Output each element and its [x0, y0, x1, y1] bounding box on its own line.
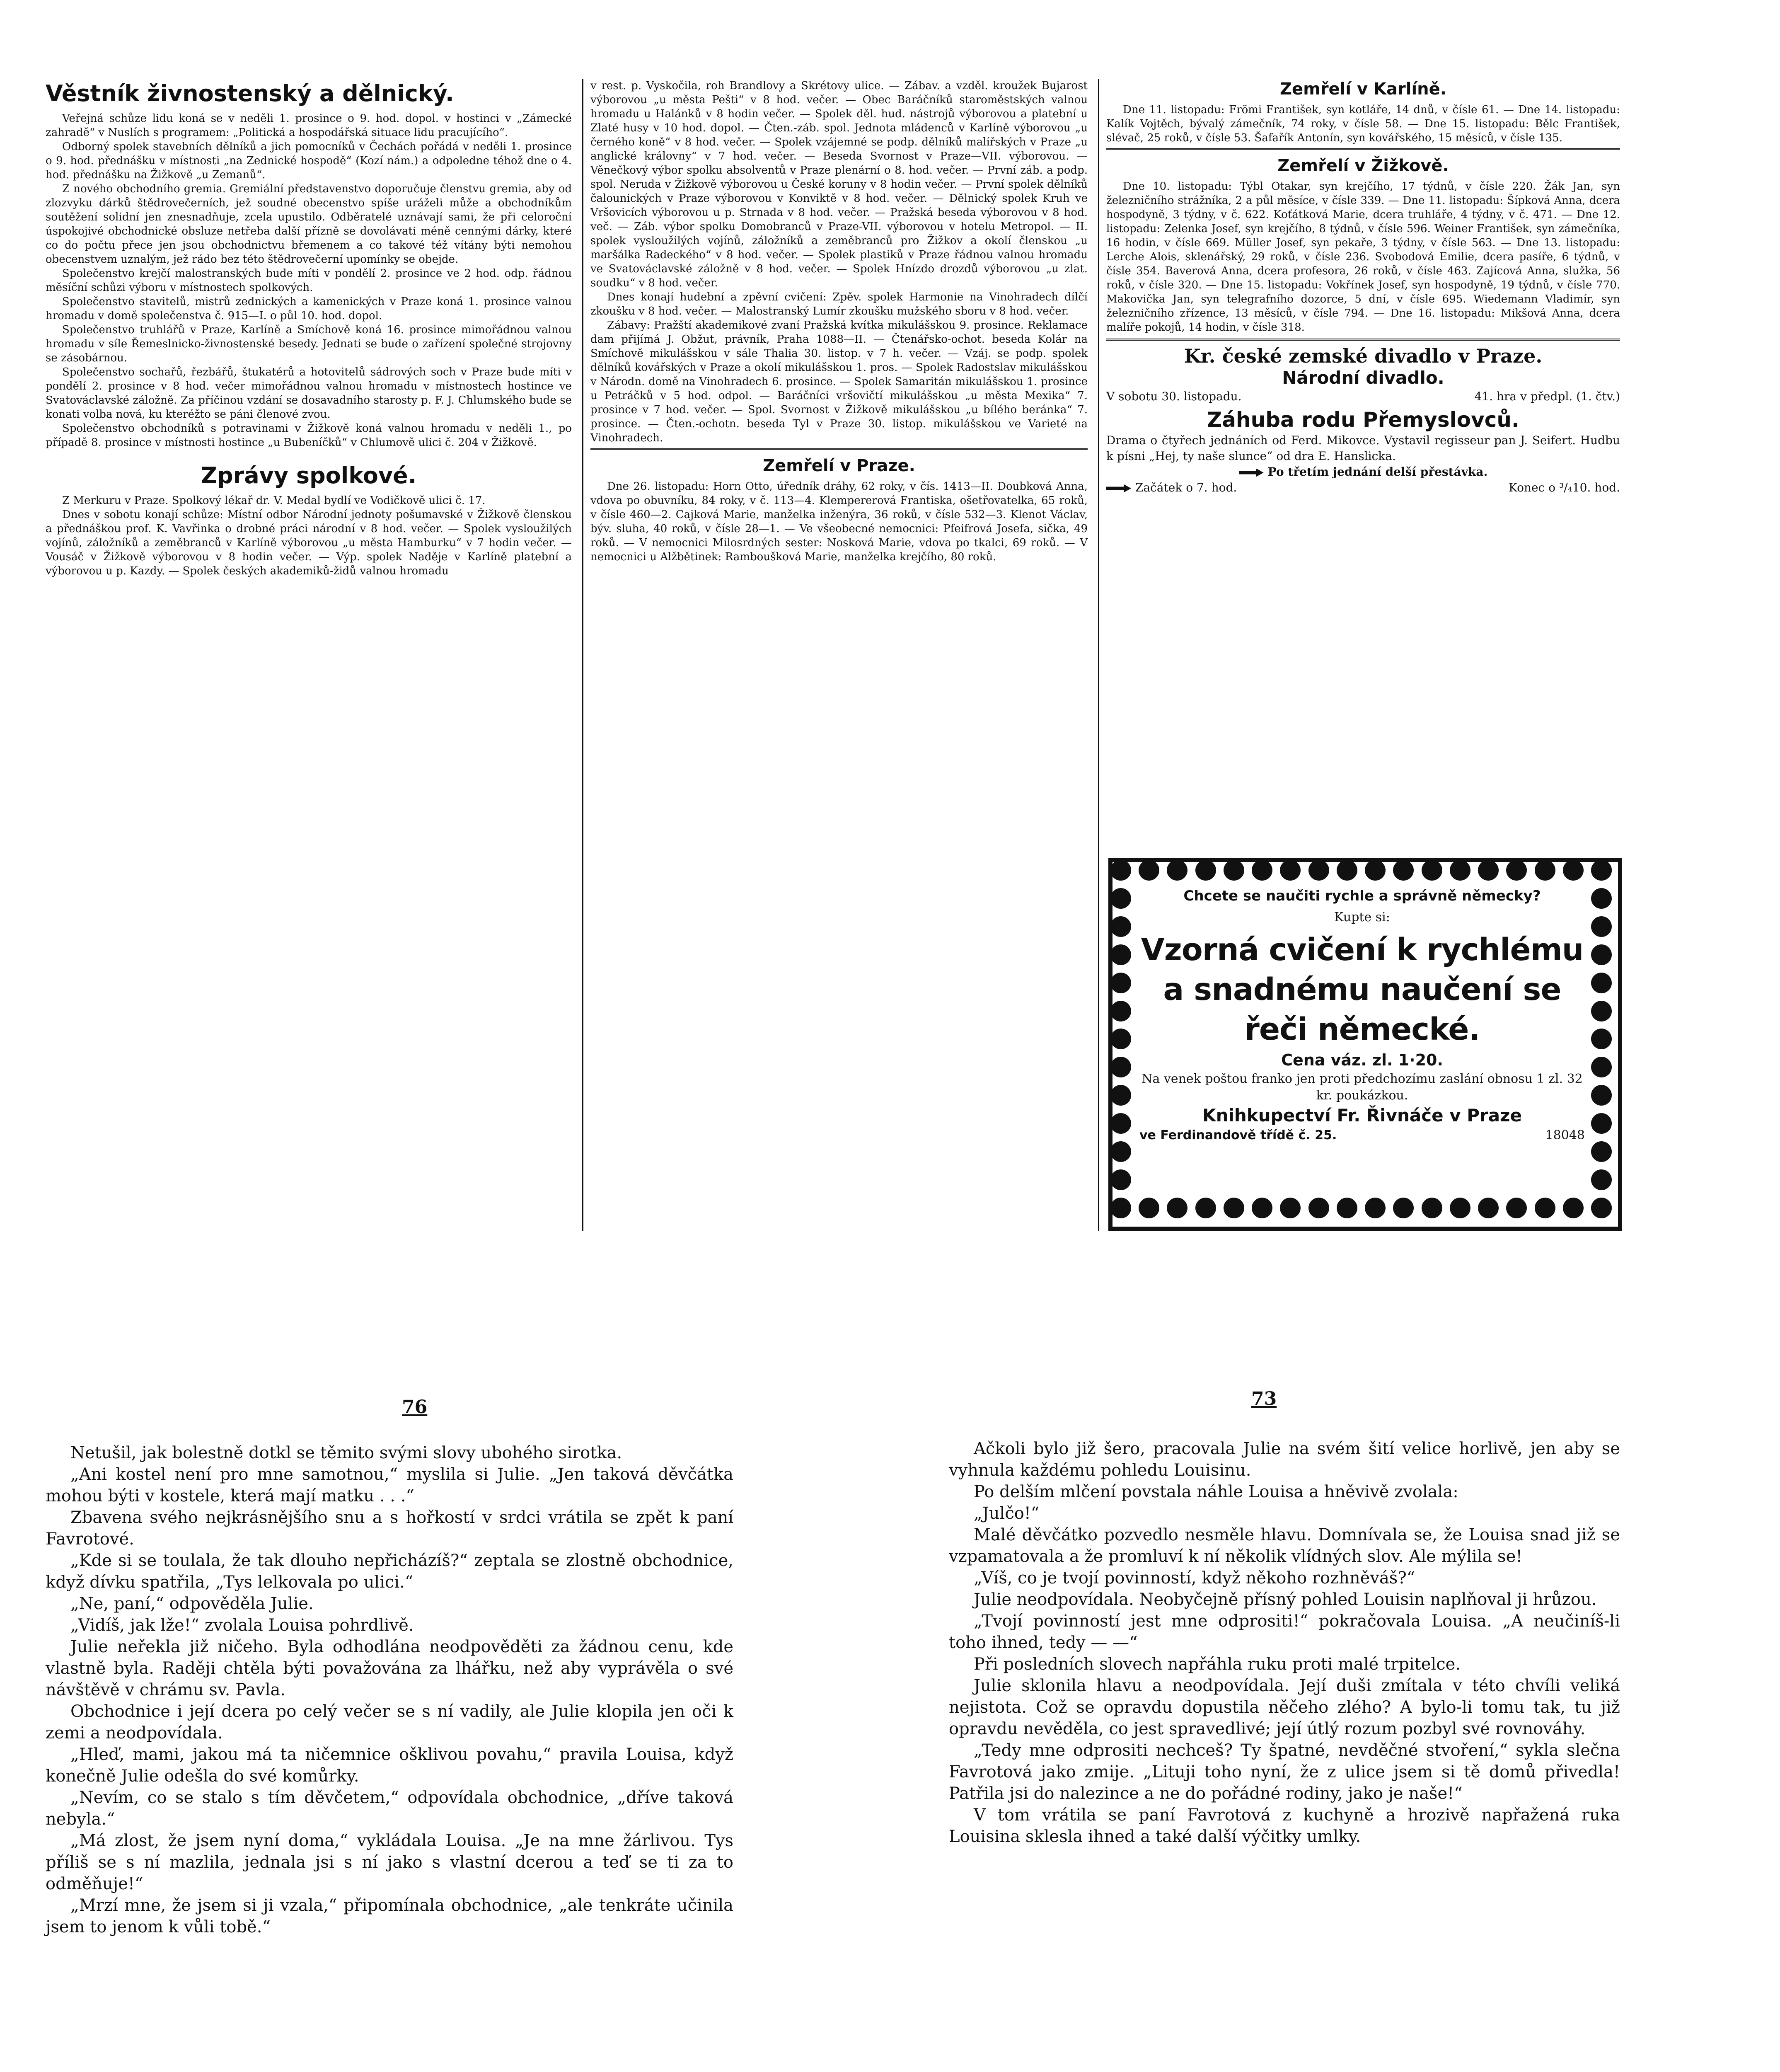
- theatre-start-text: Začátek o 7. hod.: [1135, 481, 1237, 494]
- ad-dot: [1591, 973, 1612, 993]
- story-paragraph: „Vidíš, jak lže!“ zvolala Louisa pohrdlivě.: [70, 1616, 414, 1635]
- advertisement-content: [1139, 887, 1585, 1144]
- ad-dot: [1506, 860, 1527, 881]
- ad-dot: [1224, 860, 1244, 881]
- story-paragraph: Malé děvčátko pozvedlo nesměle hlavu. Domnívala se, že Louisa snad již se vzpamatovala a že promluví k ní několik vlídných slov. Ale mýlila se!: [949, 1525, 1620, 1566]
- article-paragraph: Společenstvo krejčí malostranských bude míti v pondělí 2. prosince ve 2 hod. odp. řádnou měsíční schůzi výboru v místnostech spolkových.: [46, 267, 572, 294]
- heading-zemreli-karlin: Zemřelí v Karlíně.: [1280, 80, 1446, 99]
- article-paragraph: Odborný spolek stavebních dělníků a jich pomocníků v Čechách pořádá v neděli 1. prosince o 9. hod. přednášku v místnosti „na Zednické hospodě“ (Kozí nám.) a odpoledne téhož dne o 4. hod. přednášku na Žižkově „u Zemanů“.: [46, 140, 572, 181]
- ad-dot: [1252, 860, 1272, 881]
- ad-dot: [1167, 1198, 1187, 1218]
- theatre-performance: 41. hra v předpl. (1. čtv.): [1474, 390, 1620, 403]
- ad-dot: [1422, 1198, 1442, 1218]
- ad-dot: [1591, 1001, 1612, 1021]
- ad-dot: [1224, 1198, 1244, 1218]
- story-paragraph: Ačkoli bylo již šero, pracovala Julie na svém šití velice horlivě, jen aby se vyhnula každému pohledu Louisinu.: [949, 1439, 1620, 1480]
- ad-dot: [1139, 1198, 1159, 1218]
- story-paragraph: Netušil, jak bolestně dotkl se těmito svými slovy ubohého sirotka.: [70, 1443, 622, 1462]
- story-paragraph: „Mrzí mne, že jsem si ji vzala,“ připomínala obchodnice, „ale tenkráte učinila jsem to jenom k vůli tobě.“: [46, 1896, 733, 1936]
- article-paragraph: Z Merkuru v Praze. Spolkový lékař dr. V. Medal bydlí ve Vodičkově ulici č. 17.: [62, 494, 486, 507]
- ad-dot: [1110, 1198, 1131, 1218]
- ad-dot: [1308, 1198, 1329, 1218]
- ad-dot: [1506, 1198, 1527, 1218]
- ad-dot: [1591, 1113, 1612, 1134]
- story-paragraph: Při posledních slovech napřáhla ruku proti malé trpitelce.: [974, 1655, 1461, 1674]
- story-paragraph: Zbavena svého nejkrásnějšího snu a s hořkostí v srdci vrátila se zpět k paní Favrotové.: [46, 1508, 733, 1549]
- ad-line2: Kupte si:: [1334, 910, 1390, 925]
- ad-order: Na venek poštou franko jen proti předchozímu zaslání obnosu 1 zl. 32 kr. poukázkou.: [1142, 1072, 1583, 1103]
- ad-dot: [1591, 1057, 1612, 1077]
- deaths-list: Dne 10. listopadu: Týbl Otakar, syn krejčího, 17 týdnů, v čísle 220. Žák Jan, syn železničního strážníka, 2 a půl měsíce, v čísle 339. — Dne 11. listopadu: Šípková Anna, dcera hospodyně, 3 týdny, v č. 622. Koťátková Marie, dcera truhláře, 4 týdny, v č. 471. — Dne 12. listopadu: Zelenka Josef, syn krejčího, 8 týdnů, v čísle 596. Weiner František, syn zámečníka, 16 hodin, v čísle 669. Müller Josef, syn pekaře, 3 týdny, v čísle 563. — Dne 13. listopadu: Lerche Alois, sklenářský, 29 roků, v čísle 236. Svobodová Emilie, dcera pasíře, 6 týdnů, v čísle 354. Baverová Anna, dcera profesora, 26 roků, v čísle 463. Zajícová Anna, služka, 56 roků, v čísle 320. — Dne 15. listopadu: Vokřínek Josef, syn hospodyně, 19 týdnů, v čísle 770. Makovička Jan, syn telegrafního dozorce, 5 dní, v čísle 695. Wiedemann Vladimír, syn železničního zřízence, 13 měsíců, v čísle 794. — Dne 16. listopadu: Mikšová Anna, dcera malíře pokojů, 14 hodin, v čísle 318.: [1106, 180, 1620, 334]
- story-right-column: [949, 1438, 1620, 1847]
- story-paragraph: Obchodnice i její dcera po celý večer se s ní vadily, ale Julie klopila jen oči k zemi a neodpovídala.: [46, 1702, 733, 1743]
- ad-address: ve Ferdinandově třídě č. 25.: [1139, 1128, 1337, 1143]
- theatre-times-row: [1106, 480, 1620, 496]
- ad-title: Vzorná cvičení k rychlému a snadnému naučení se řeči německé.: [1141, 932, 1584, 1047]
- article-paragraph: Společenstvo truhlářů v Praze, Karlíně a Smíchově koná 16. prosince mimořádnou valnou hromadu v síle Řemeslnicko-živnostenské besedy. Jednati se bude o zařízení společné strojovny se zásobárnou.: [46, 324, 572, 364]
- ad-border-dots-left: [1110, 860, 1131, 1218]
- theatre-note: [1106, 464, 1620, 480]
- ad-dot: [1478, 1198, 1499, 1218]
- story-paragraph: Julie sklonila hlavu a neodpovídala. Její duši zmítala v této chvíli veliká nejistota. Což se opravdu dopustila něčeho zlého? A bylo-li tomu tak, tu již opravdu nevěděla, co jest spravedlivé; její útlý rozum pozbyl své rovnováhy.: [949, 1676, 1620, 1738]
- theatre-note-text: Po třetím jednání delší přestávka.: [1267, 465, 1488, 479]
- ad-price: Cena váz. zl. 1·20.: [1281, 1051, 1443, 1069]
- story-paragraph: Julie neodpovídala. Neobyčejně přísný pohled Louisin naplňoval ji hrůzou.: [974, 1590, 1597, 1609]
- ad-dot: [1591, 860, 1612, 881]
- ad-line1: Chcete se naučiti rychle a správně německy?: [1183, 888, 1541, 904]
- ad-dot: [1252, 1198, 1272, 1218]
- ad-dot: [1591, 1085, 1612, 1106]
- ad-dot: [1110, 860, 1131, 881]
- ad-dot: [1110, 1001, 1131, 1021]
- story-paragraph: „Kde si se toulala, že tak dlouho nepřicházíš?“ zeptala se zlostně obchodnice, když dívku spatřila, „Tys lelkovala po ulici.“: [46, 1551, 733, 1592]
- theatre-subtitle: Národní divadlo.: [1282, 368, 1444, 388]
- ad-dot: [1591, 1029, 1612, 1049]
- ad-dot: [1110, 944, 1131, 965]
- ad-dot: [1365, 1198, 1386, 1218]
- ad-dot: [1393, 1198, 1414, 1218]
- pointing-hand-icon: [1239, 469, 1264, 477]
- divider: [1106, 339, 1620, 341]
- article-paragraph: Veřejná schůze lidu koná se v neděli 1. prosince o 9. hod. dopol. v hostinci v „Zámecké zahradě“ v Nuslích s programem: „Politická a hospodářská situace lidu pracujícího“.: [46, 112, 572, 139]
- divider: [590, 448, 1088, 450]
- ad-dot: [1535, 860, 1555, 881]
- ad-dot: [1110, 1057, 1131, 1077]
- ad-dot: [1591, 1198, 1612, 1218]
- story-paragraph: „Ne, paní,“ odpověděla Julie.: [70, 1594, 314, 1613]
- ad-dot: [1450, 860, 1470, 881]
- story-paragraph: „Ani kostel není pro mne samotnou,“ myslila si Julie. „Jen taková děvčátka mohou býti v kostele, která mají matku . . .“: [46, 1465, 733, 1506]
- ad-dot: [1337, 1198, 1357, 1218]
- ad-dot: [1478, 860, 1499, 881]
- ad-dot: [1591, 916, 1612, 937]
- heading-zemreli-zizkov: Zemřelí v Žižkově.: [1277, 156, 1449, 175]
- theatre-play-title: Záhuba rodu Přemyslovců.: [1207, 408, 1519, 432]
- ad-dot: [1591, 1169, 1612, 1190]
- theatre-description: Drama o čtyřech jednáních od Ferd. Mikovce. Vystavil regisseur pan J. Seifert. Hudbu k písni „Hej, ty naše slunce“ od dra E. Hanslicka.: [1106, 433, 1620, 463]
- pointing-hand-icon: [1106, 484, 1131, 493]
- ad-dot: [1110, 916, 1131, 937]
- article-paragraph: v rest. p. Vyskočila, roh Brandlovy a Skrétovy ulice. — Zábav. a vzděl. kroužek Bujarost výborovou „u města Pešti“ v 8 hod. večer. — Obec Baráčníků staroměstských valnou hromadu u Halánků v 8 hodin večer. — Spolek děl. hud. nástrojů výborovou a platební u Zlaté husy v 10 hod. dopol. — Čten.-záb. spol. Jednota mládenců v Karlíně výborovou „u černého koně“ v 8 hod. večer. — Spolek vzájemné se podp. dělníků malířských v Praze „u anglické královny“ v 7 hod. večer. — Beseda Svornost v Praze—VII. výborovou. — Věnečkový výbor spolku absolventů v Praze plenární o 8. hod. večer. — První záb. a podp. spol. Neruda v Žižkově výborovou u České koruny v 8 hodin večer. — První spolek dělníků čalounických v Praze výborovou v Konviktě v 8 hod. večer. — Dělnický spolek Kruh ve Vršovicích výborovou u p. Strnada v 8 hod. večer. — Pražská beseda výborovou v 8 hod. več. — Záb. výbor spolku Domobranců v Praze-VII. výborovou v hotelu Metropol. — II. spolek vysloužilých vojínů, záložníků a zeměbranců pro Žižkov a okolí členskou „u maršálka Radeckého“ v 8 hod. večer. — Spolek plastiků v Praze řádnou valnou hromadu ve Svatováclavské záložně v 8 hod. večer. — Spolek Hnízdo drozdů výborovou „u zlat. soudku“ v 8 hod. večer.: [590, 80, 1088, 289]
- article-paragraph: Společenstvo sochařů, řezbářů, štukatérů a hotovitelů sádrových soch v Praze bude míti v pondělí 2. prosince v 8 hod. večer mimořádnou valnou hromadu v místnostech hostince ve Svatováclavské záložně. Za příčinou vzdání se dosavadního starosty p. F. J. Chlumského bude se konati volba nová, ku kteréžto se páni členové zvou.: [46, 366, 572, 421]
- story-left-column: [46, 1442, 733, 1938]
- ad-dot: [1535, 1198, 1555, 1218]
- ad-dot: [1393, 860, 1414, 881]
- article-paragraph: Společenstvo stavitelů, mistrů zednických a kamenických v Praze koná 1. prosince valnou hromadu v domě společenstva č. 915—I. o půl 10. hod. dopol.: [46, 295, 572, 322]
- story-paragraph: „Nevím, co se stalo s tím děvčetem,“ odpovídala obchodnice, „dříve taková nebyla.“: [46, 1788, 733, 1829]
- article-paragraph: Dnes v sobotu konají schůze: Místní odbor Národní jednoty pošumavské v Žižkově členskou a přednáškou prof. K. Vavřinka o drobné práci národní v 8 hod. večer. — Spolek vysloužilých vojínů, záložníků a zeměbranců v Karlíně výborovou „u města Hamburku“ v 7 hodin večer. — Vousáč v Žižkově výborovou v 8 hodin večer. — Výp. spolek Naděje v Karlíně platební a výborovou u p. Kazdy. — Spolek českých akademiků-židů valnou hromadu: [46, 508, 572, 577]
- ad-code: 18048: [1545, 1128, 1585, 1143]
- deaths-list: Dne 11. listopadu: Frömi František, syn kotláře, 14 dnů, v čísle 61. — Dne 14. listopadu: Kalík Vojtěch, bývalý zámečník, 74 roky, v čísle 58. — Dne 15. listopadu: Bělc František, slévač, 25 roků, v čísle 53. Šafařík Antonín, syn kovářského, 15 měsíců, v čísle 135.: [1106, 104, 1620, 144]
- column-divider-right: [1098, 79, 1099, 1231]
- story-paragraph: „Víš, co je tvojí povinností, když někoho rozhněváš?“: [974, 1569, 1415, 1588]
- ad-border-dots-bottom: [1110, 1198, 1612, 1218]
- page-number-right: 73: [1251, 1388, 1277, 1409]
- ad-shop: Knihkupectví Fr. Řivnáče v Praze: [1202, 1105, 1522, 1126]
- ad-dot: [1167, 860, 1187, 881]
- middle-column: [590, 79, 1088, 564]
- heading-zpravy: Zprávy spolkové.: [201, 462, 417, 489]
- story-paragraph: Julie neřekla již ničeho. Byla odhodlána neodpověděti za žádnou cenu, kde vlastně byla. Raději chtěla býti považována za lhářku, než aby vyprávěla o své návštěvě v chrámu sv. Pavla.: [46, 1637, 733, 1699]
- article-paragraph: Z nového obchodního gremia. Gremiální představenstvo doporučuje členstvu gremia, aby od zlozvyku dárků štědrovečerních, jež soudné obecenstvo spíše uráželi může a obchodníkům soutěžení solidní jen znesnadňuje, zcela upustilo. Odběratelé uznávají sami, že při celoroční úspokojivé obchodnické obsluze netřeba další přízně se dovolávati méně cennými dárky, které co do počtu přece jen jsou obchodnictvu břemenem a co takové též vítány býti nemohou obecenstvem uznalým, jež rádo bez této štědrovečerní upomínky se obejde.: [46, 183, 572, 266]
- page-number-left: 76: [402, 1397, 428, 1418]
- story-paragraph: „Tvojí povinností jest mne odprositi!“ pokračovala Louisa. „A neučiníš-li toho ihned, tedy — —“: [949, 1612, 1620, 1652]
- story-paragraph: „Hleď, mami, jakou má ta ničemnice ošklivou povahu,“ pravila Louisa, když konečně Julie odešla do své komůrky.: [46, 1745, 733, 1786]
- story-paragraph: V tom vrátila se paní Favrotová z kuchyně a hrozivě napřažená ruka Louisina sklesla ihned a také další výčitky umlky.: [949, 1806, 1620, 1846]
- left-column: [46, 77, 572, 578]
- ad-dot: [1308, 860, 1329, 881]
- ad-dot: [1110, 1113, 1131, 1134]
- ad-border-dots-right: [1591, 860, 1612, 1218]
- ad-dot: [1280, 1198, 1301, 1218]
- story-paragraph: „Tedy mne odprositi nechceš? Ty špatné, nevděčné stvoření,“ sykla slečna Favrotová jako zmije. „Lituji toho nyní, že z ulice jsem si tě domů přivedla! Patřila jsi do nalezince a ne do pořádné rodiny, jako je naše!“: [949, 1741, 1620, 1803]
- ad-dot: [1422, 860, 1442, 881]
- ad-dot: [1280, 860, 1301, 881]
- story-paragraph: „Julčo!“: [974, 1504, 1040, 1523]
- theatre-program: [1106, 345, 1620, 496]
- ad-dot: [1139, 860, 1159, 881]
- theatre-date-row: [1106, 389, 1620, 404]
- ad-dot: [1365, 860, 1386, 881]
- theatre-title: Kr. české zemské divadlo v Praze.: [1184, 345, 1543, 367]
- ad-dot: [1110, 1029, 1131, 1049]
- ad-dot: [1563, 860, 1584, 881]
- ad-dot: [1563, 1198, 1584, 1218]
- right-column: [1106, 79, 1620, 496]
- ad-dot: [1195, 1198, 1216, 1218]
- ad-dot: [1110, 1169, 1131, 1190]
- article-paragraph: Dnes konají hudební a zpěvní cvičení: Zpěv. spolek Harmonie na Vinohradech dílčí zkoušku v 8 hod. večer. — Malostranský Lumír zkoušku mužského sboru v 8 hod. večer.: [590, 291, 1088, 317]
- ad-dot: [1110, 1085, 1131, 1106]
- ad-dot: [1110, 973, 1131, 993]
- ad-dot: [1110, 888, 1131, 909]
- ad-dot: [1591, 1141, 1612, 1162]
- theatre-end: Konec o ³/₄10. hod.: [1509, 481, 1620, 494]
- heading-zemreli-praha: Zemřelí v Praze.: [763, 456, 915, 475]
- column-divider-left: [582, 79, 583, 1231]
- ad-dot: [1591, 888, 1612, 909]
- ad-dot: [1450, 1198, 1470, 1218]
- ad-dot: [1591, 944, 1612, 965]
- heading-vestnik: Věstník živnostenský a dělnický.: [46, 80, 454, 107]
- ad-address-row: [1139, 1127, 1585, 1144]
- ad-dot: [1337, 860, 1357, 881]
- article-paragraph: Společenstvo obchodníků s potravinami v Žižkově koná valnou hromadu v neděli 1., po případě 8. prosince v místnosti hostince „u Bubeníčků“ v Chlumově ulici č. 204 v Žižkově.: [46, 422, 572, 449]
- divider: [1106, 148, 1620, 150]
- ad-dot: [1195, 860, 1216, 881]
- article-paragraph: Zábavy: Pražští akademikové zvaní Pražská kvítka mikulášskou 9. prosince. Reklamace dam přijímá J. Obžut, právník, Praha 1088—II. — Čtenářsko-ochot. beseda Kolár na Smíchově mikulášskou v sále Thalia 30. listop. v 7 h. večer. — Vzáj. se podp. spolek dělníků kovářských v Praze a okolí mikulášskou 1. pros. — Spolek Radostslav mikulášskou v Národn. domě na Vinohradech 6. prosince. — Spolek Samaritán mikulášskou 1. prosince u Petráčků v 5 hod. odpol. — Baráčníci vršovičtí mikulášskou „u města Mexika“ 7. prosince v 7 hod. večer. — Spol. Svornost v Žižkově mikulášskou „u bílého beránka“ 7. prosince. — Čten.-ochotn. beseda Tyl v Praze 30. listop. mikulášskou ve Varieté na Vinohradech.: [590, 319, 1088, 444]
- theatre-start: [1106, 480, 1237, 496]
- ad-border-dots-top: [1110, 860, 1612, 881]
- story-paragraph: Po delším mlčení povstala náhle Louisa a hněvivě zvolala:: [974, 1482, 1458, 1501]
- story-paragraph: „Má zlost, že jsem nyní doma,“ vykládala Louisa. „Je na mne žárlivou. Tys příliš se s ní mazlila, jednala jsi s ní jako s vlastní dcerou a teď se ti za to odměňuje!“: [46, 1831, 733, 1893]
- theatre-date: V sobotu 30. listopadu.: [1106, 390, 1242, 403]
- deaths-list: Dne 26. listopadu: Horn Otto, úředník dráhy, 62 roky, v čís. 1413—II. Doubková Anna, vdova po obuvníku, 84 roky, v č. 113—4. Klempererová Frantiska, ošetřovatelka, 65 roků, v čísle 460—2. Cajková Marie, manželka inženýra, 36 roků, v čísle 532—3. Klenot Václav, býv. sluha, 40 roků, v čísle 28—1. — Ve všeobecné nemocnici: Pfeifrová Josefa, sička, 49 roků. — V nemocnici Milosrdných sester: Nosková Marie, vdova po tkalci, 69 roků. — V nemocnici u Alžbětinek: Ramboušková Marie, manželka krejčího, 80 roků.: [590, 480, 1088, 563]
- ad-dot: [1110, 1141, 1131, 1162]
